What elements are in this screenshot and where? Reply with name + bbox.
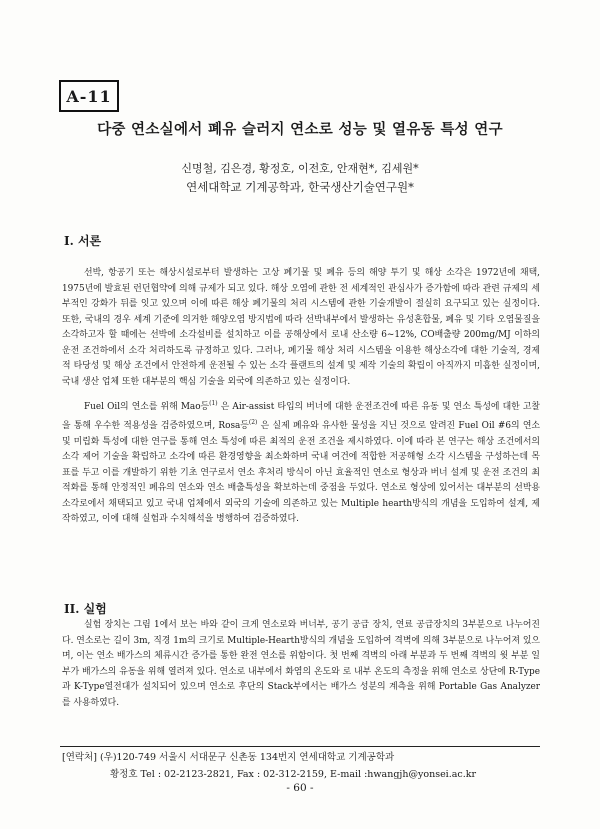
footer-divider [60, 746, 540, 747]
affiliation: 연세대학교 기계공학과, 한국생산기술연구원* [186, 180, 414, 194]
paper-title: 다중 연소실에서 폐유 슬러지 연소로 성능 및 열유동 특성 연구 [97, 121, 503, 138]
experiment-body [62, 618, 540, 711]
section-heading-introduction: I. 서론 [64, 234, 102, 248]
experiment-paragraph-1: 실험 장치는 그림 1에서 보는 바와 같이 크게 연소로와 버너부, 공기 공급 장치, 연료 공급장치의 3부분으로 나누어진다. 연소로는 길이 3m, 직경 1m의 크기로 Multiple-Hearth방식의 개념을 도입하여 격벽에 의해 3부분으로 나누어져 있으며, 이는 연소 배가스의 체류시간 증가를 통한 완전 연소를 위함이다. 첫 번째 격벽의 아래 부분과 두 번째 격벽의 윗 부분 일부가 배가스의 유동을 위해 열려져 있다. 연소로 내부에서 화염의 온도와 로 내부 온도의 측정을 위해 연소로 상단에 R-Type과 K-Type열전대가 설치되어 있으며 연소로 후단의 Stack부에서는 배가스 성분의 계측을 위해 Portable Gas Analyzer를 사용하였다. [62, 620, 540, 708]
introduction-paragraph-2: Fuel Oil의 연소를 위해 Mao등$^{(1)}$ 은 Air-assist 타입의 버너에 대한 운전조건에 따른 유동 및 연소 특성에 대한 고찰을 통해 우수한 적용성을 검증하였으며, Rosa등$^{(2)}$ 은 실제 폐유와 유사한 물성을 지닌 것으로 알려진 Fuel Oil #6의 연소 및 미립화 특성에 대한 연구를 통해 연소 특성에 따른 최적의 운전 조건을 제시하였다. 이에 따라 본 연구는 해상 조건에서의 소각 제어 기술을 확립하고 소각에 따른 환경영향을 최소화하며 국내 여건에 적합한 저공해형 소각 시스템을 구성하는데 목표를 두고 이를 개발하기 위한 기초 연구로서 연소 후처리 방식이 아닌 효율적인 연소로 형상과 버너 설계 및 운전 조건의 최적화를 통해 안정적인 폐유의 연소와 연소 배출특성을 확보하는데 중점을 두었다. 연소로 형상에 있어서는 대부분의 선박용 소각로에서 채택되고 있고 국내 업체에서 외국의 기술에 의존하고 있는 Multiple hearth방식의 개념을 도입하여 설계, 제작하였고, 이에 대해 실험과 수치해석을 병행하여 검증하였다. [62, 400, 540, 525]
contact-details: 황정호 Tel : 02-2123-2821, Fax : 02-312-2159, E-mail :hwangjh@yonsei.ac.kr [110, 769, 477, 780]
introduction-body [62, 266, 540, 528]
paper-id-tag: A-11 [59, 80, 119, 112]
introduction-paragraph-1: 선박, 항공기 또는 해상시설로부터 발생하는 고상 폐기물 및 폐유 등의 해양 투기 및 해상 소각은 1972년에 채택, 1975년에 발효된 런던협약에 의해 규제가 되고 있다. 해상 오염에 관한 전 세계적인 관심사가 증가함에 따라 관련 규제의 세부적인 강화가 뒤를 잇고 있으며 이에 따른 해상 폐기물의 처리 시스템에 관한 기술개발이 절실히 요구되고 있는 실정이다. 또한, 국내의 경우 세계 기준에 의거한 해양오염 방지법에 따라 선박내부에서 발생하는 유성혼합물, 폐유 및 기타 오염물질을 소각하고자 할 때에는 선박에 소각설비를 설치하고 이를 공해상에서 로내 산소량 6~12%, CO배출량 200mg/MJ 이하의 운전 조건하에서 소각 처리하도록 규정하고 있다. 그러나, 폐기물 해상 처리 시스템을 이용한 해상소각에 대한 기술적, 경제적 타당성 및 해상 조건에서 안전하게 운전될 수 있는 소각 플랜트의 설계 및 제작 기술의 확립이 아직까지 미흡한 실정이며, 국내 생산 업체 또한 대부분의 핵심 기술을 외국에 의존하고 있는 실정이다. [62, 268, 540, 387]
contact-address: [연락처] (우)120-749 서울시 서대문구 신촌동 134번지 연세대학교 기계공학과 [62, 752, 395, 763]
section-heading-experiment: II. 실험 [64, 602, 107, 616]
page-number: - 60 - [286, 782, 314, 794]
author-list: 신명철, 김은경, 황정호, 이전호, 안재현*, 김세원* [181, 162, 419, 175]
